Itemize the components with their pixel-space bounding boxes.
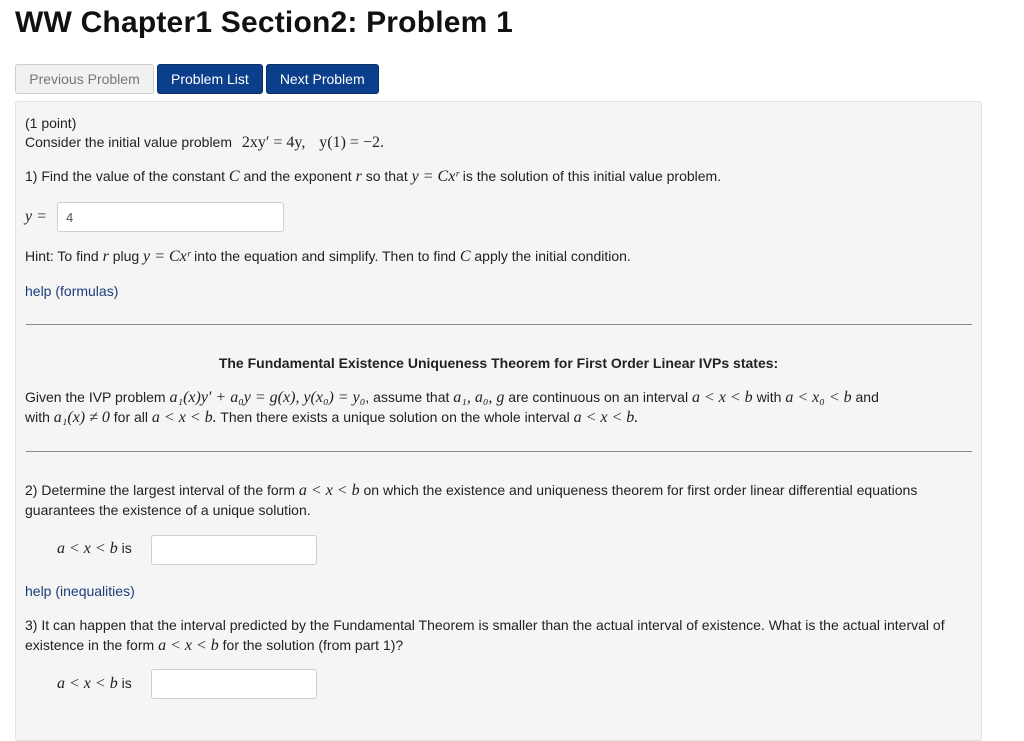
theorem-interval-2: a < x < b. — [151, 409, 217, 426]
help-inequalities-link[interactable]: help (inequalities) — [25, 583, 135, 599]
intro-line — [25, 134, 384, 152]
theorem-text-7: for all — [113, 409, 149, 425]
theorem-line-2 — [25, 409, 638, 427]
divider — [26, 324, 972, 325]
divider — [26, 451, 972, 452]
part3-text-1: existence in the form — [25, 637, 155, 653]
previous-problem-button[interactable]: Previous Problem — [15, 64, 154, 94]
part3-answer-input[interactable] — [151, 669, 317, 699]
hint-r: r — [102, 248, 109, 265]
problem-nav — [15, 64, 379, 94]
part2-interval: a < x < b — [298, 482, 360, 499]
hint-text-4: apply the initial condition. — [474, 248, 631, 264]
problem-list-button[interactable]: Problem List — [157, 64, 263, 94]
part1-C: C — [228, 168, 240, 185]
part1-text-2: and the exponent — [243, 168, 352, 184]
part3-interval: a < x < b — [158, 637, 219, 654]
part3-answer-is: is — [121, 675, 132, 691]
part1-r: r — [355, 168, 362, 185]
hint-text-1: Hint: To find — [25, 248, 99, 264]
theorem-text-1: Given the IVP problem — [25, 389, 166, 405]
theorem-text-4: with — [756, 389, 782, 405]
theorem-text-2: , assume that — [365, 389, 450, 405]
theorem-interval: a < x < b — [691, 389, 753, 406]
theorem-line-1 — [25, 389, 879, 407]
part1-text-3: so that — [365, 168, 408, 184]
part2-answer-interval: a < x < b — [57, 540, 118, 557]
problem-panel — [15, 101, 982, 741]
part1-text-4: is the solution of this initial value problem. — [462, 168, 722, 184]
part1-question — [25, 168, 721, 186]
theorem-text-5: and — [855, 389, 879, 405]
hint-text-2: plug — [112, 248, 140, 264]
part3-question-line-2 — [25, 637, 403, 655]
theorem-heading: The Fundamental Existence Uniqueness Theorem for First Order Linear IVPs states: — [218, 355, 779, 371]
part2-text-1: 2) Determine the largest interval of the form — [25, 482, 296, 498]
intro-text: Consider the initial value problem — [25, 134, 232, 150]
part3-text-2: for the solution (from part 1)? — [222, 637, 404, 653]
ode-equation: 2xy′ = 4y, — [241, 134, 306, 151]
theorem-nonzero-condition: a₁(x) ≠ 0 — [53, 409, 110, 426]
part3-answer-interval: a < x < b — [57, 675, 118, 692]
hint-text — [25, 248, 631, 266]
hint-equation: y = Cxʳ — [143, 248, 191, 265]
theorem-text-6: with — [25, 409, 50, 425]
theorem-text-3: are continuous on an interval — [508, 389, 689, 405]
part1-answer-label: y = — [25, 208, 47, 225]
hint-C: C — [459, 248, 471, 265]
points-label: (1 point) — [25, 115, 77, 131]
part2-text-2: on which the existence and uniqueness theorem for first order linear differential equations — [363, 482, 918, 498]
part3-answer-label — [57, 675, 132, 693]
hint-text-3: into the equation and simplify. Then to find — [194, 248, 456, 264]
help-formulas-link[interactable]: help (formulas) — [25, 283, 119, 299]
next-problem-button[interactable]: Next Problem — [266, 64, 379, 94]
part2-answer-label — [57, 540, 132, 558]
part2-answer-is: is — [121, 540, 132, 556]
part1-answer-input[interactable]: 4 — [57, 202, 284, 232]
part1-text-1: 1) Find the value of the constant — [25, 168, 226, 184]
part3-question-line-1: 3) It can happen that the interval predicted by the Fundamental Theorem is smaller than the actual interval of existence. What is the actual interval of — [25, 617, 945, 633]
theorem-text-8: Then there exists a unique solution on the whole interval — [220, 409, 570, 425]
part2-question-line-1 — [25, 482, 917, 500]
part1-equation: y = Cxʳ — [411, 168, 459, 185]
part2-question-line-2: guarantees the existence of a unique solution. — [25, 502, 311, 518]
theorem-ivp-equation: a₁(x)y′ + a₀y = g(x), y(x₀) = y₀ — [169, 389, 366, 406]
theorem-interval-x0: a < x₀ < b — [785, 389, 852, 406]
page-title: WW Chapter1 Section2: Problem 1 — [15, 6, 513, 39]
part2-answer-input[interactable] — [151, 535, 317, 565]
theorem-vars: a₁, a₀, g — [453, 389, 505, 406]
theorem-interval-3: a < x < b. — [573, 409, 639, 426]
initial-condition: y(1) = −2. — [319, 134, 384, 151]
